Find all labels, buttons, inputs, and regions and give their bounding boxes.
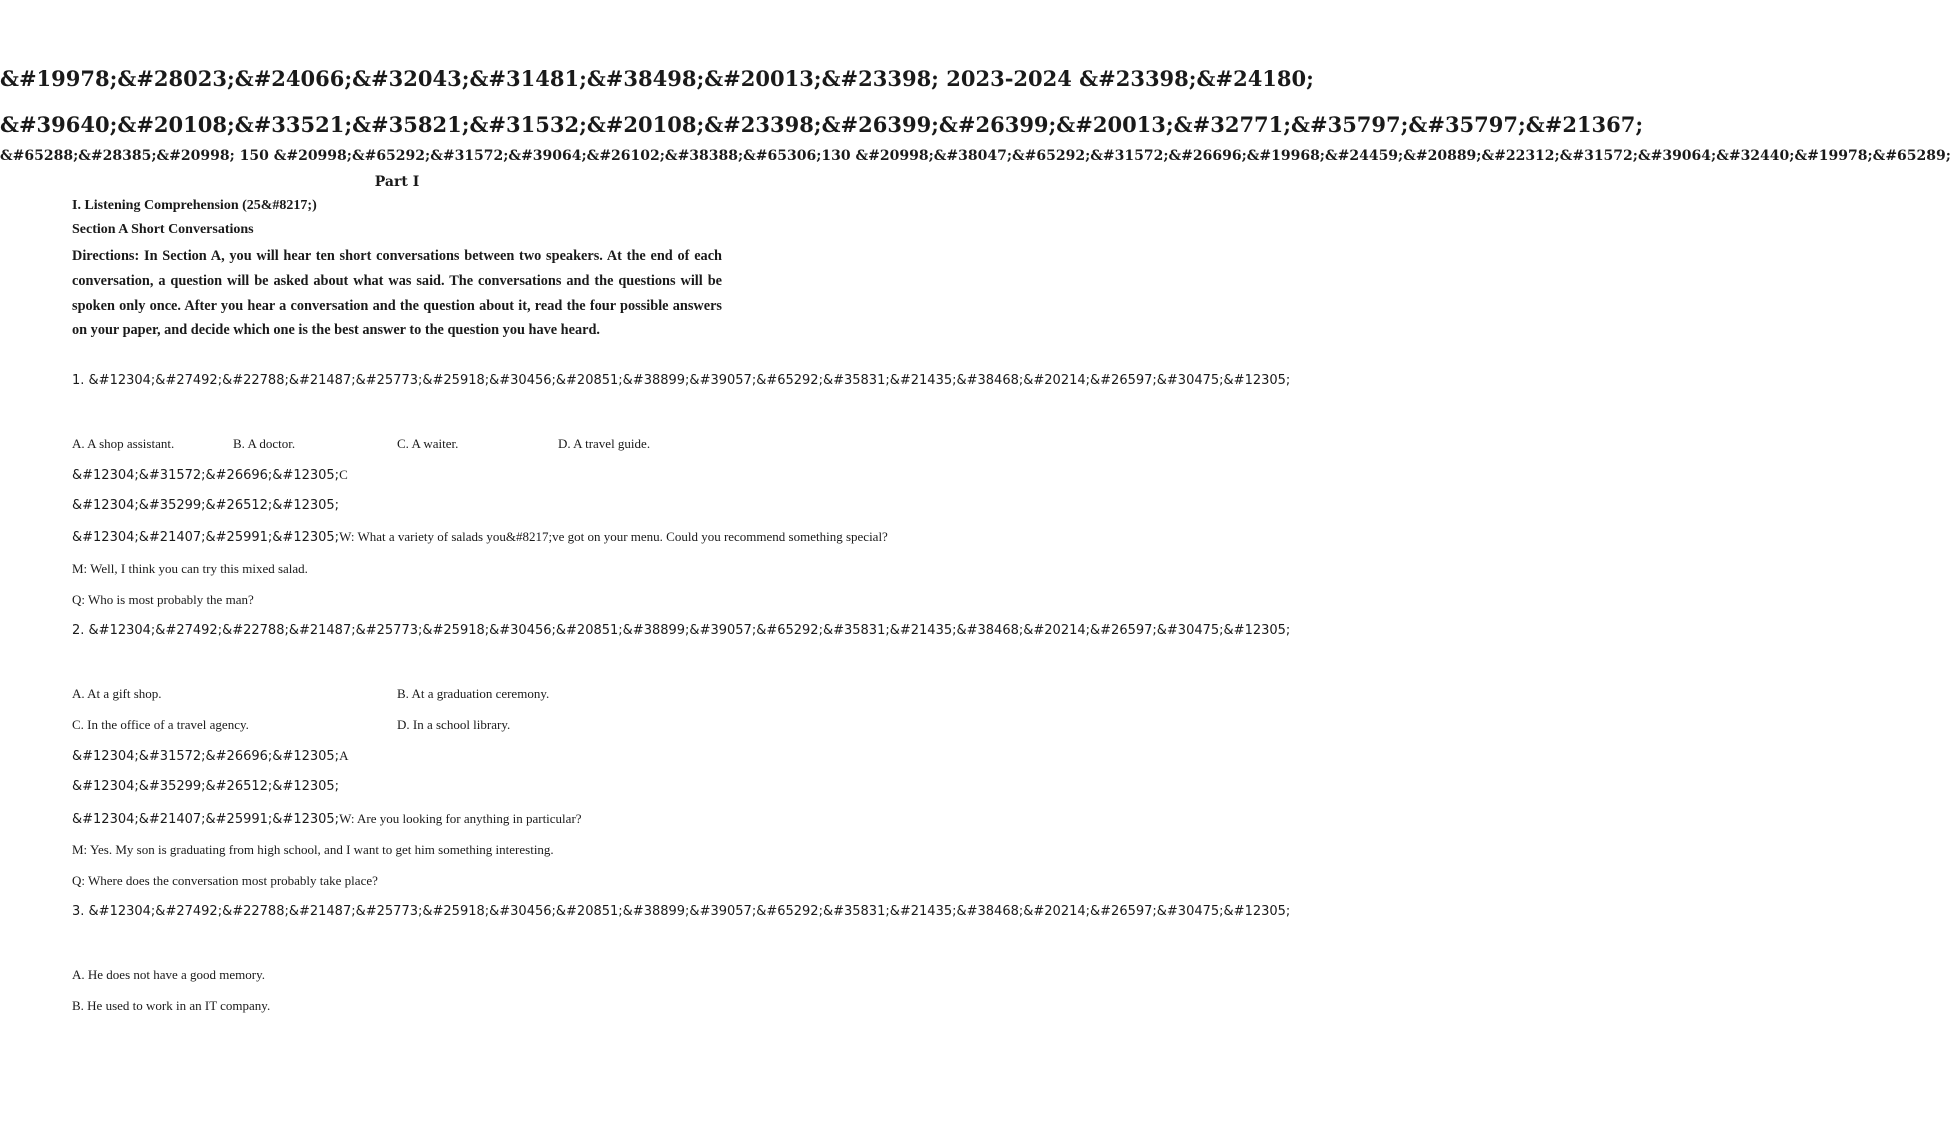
audio-note: &#12304;&#27492;&#22788;&#21487;&#25773;&#25918;&#30456;&#20851;&#38899;&#39057;&#65292;&#35831;&#21435;&#38468;&#20214;&#26597;&#30475;&#12305;: [88, 373, 1291, 388]
question-3-prompt: [72, 904, 1290, 919]
answer-label: &#12304;&#31572;&#26696;&#12305;: [72, 468, 340, 483]
option-c: C. In the office of a travel agency.: [72, 717, 249, 732]
question-number: 2.: [72, 623, 85, 638]
section-heading: I. Listening Comprehension (25&#8217;): [72, 198, 317, 213]
directions-paragraph: Directions: In Section A, you will hear ten short conversations between two speakers. At the end of each conversation, a question will be asked about what was said. The conversations and the questions will be spoken only once. After you hear a conversation and the question about it, read the four possible answers on your paper, and decide which one is the best answer to the question you have heard.: [72, 248, 722, 339]
transcript-line: M: Well, I think you can try this mixed salad.: [72, 561, 308, 576]
answer-value: C: [339, 467, 348, 482]
option-d: D. A travel guide.: [558, 436, 651, 451]
option-c: C. A waiter.: [397, 436, 459, 451]
answer-label: &#12304;&#31572;&#26696;&#12305;: [72, 749, 340, 764]
exam-instructions: &#65288;&#28385;&#20998; 150 &#20998;&#65292;&#31572;&#39064;&#26102;&#38388;&#65306;130 &#20998;&#38047;&#65292;&#31572;&#26696;&#19968;&#24459;&#20889;&#22312;&#31572;&#39064;&#32440;&#19978;&#65289;: [0, 148, 1951, 164]
option-b: B. He used to work in an IT company.: [72, 998, 271, 1013]
question-number: 1.: [72, 373, 85, 388]
option-b: B. A doctor.: [233, 436, 296, 451]
option-a: A. He does not have a good memory.: [72, 967, 266, 982]
original-label: &#12304;&#21407;&#25991;&#12305;: [72, 530, 340, 545]
question-1-prompt: [72, 373, 1290, 388]
answer-line: [72, 748, 348, 764]
exam-title-subject: &#39640;&#20108;&#33521;&#35821;&#31532;&#20108;&#23398;&#26399;&#26399;&#20013;&#32771;&#35797;&#35797;&#21367;: [0, 112, 1644, 137]
transcript-line: M: Yes. My son is graduating from high school, and I want to get him something interesting.: [72, 842, 554, 857]
part-heading: Part I: [374, 174, 420, 190]
transcript-question: Q: Who is most probably the man?: [72, 592, 254, 607]
answer-value: A: [339, 748, 349, 763]
analysis-label: &#12304;&#35299;&#26512;&#12305;: [72, 779, 340, 794]
option-a: A. At a gift shop.: [72, 686, 162, 701]
transcript-line: &#12304;&#21407;&#25991;&#12305;W: Are you looking for anything in particular?: [72, 811, 582, 827]
transcript-line: &#12304;&#21407;&#25991;&#12305;W: What a variety of salads you&#8217;ve got on your menu. Could you recommend something special?: [72, 529, 888, 545]
question-2-prompt: [72, 623, 1290, 638]
exam-title-school: &#19978;&#28023;&#24066;&#32043;&#31481;&#38498;&#20013;&#23398; 2023-2024 &#23398;&#24180;: [0, 66, 1314, 91]
original-label: &#12304;&#21407;&#25991;&#12305;: [72, 812, 340, 827]
option-b: B. At a graduation ceremony.: [397, 686, 550, 701]
transcript-question: Q: Where does the conversation most probably take place?: [72, 873, 378, 888]
answer-line: [72, 467, 348, 483]
question-number: 3.: [72, 904, 85, 919]
audio-note: &#12304;&#27492;&#22788;&#21487;&#25773;&#25918;&#30456;&#20851;&#38899;&#39057;&#65292;&#35831;&#21435;&#38468;&#20214;&#26597;&#30475;&#12305;: [88, 904, 1291, 919]
section-subheading: Section A Short Conversations: [72, 222, 254, 237]
option-d: D. In a school library.: [397, 717, 511, 732]
analysis-label: &#12304;&#35299;&#26512;&#12305;: [72, 498, 340, 513]
option-a: A. A shop assistant.: [72, 436, 175, 451]
audio-note: &#12304;&#27492;&#22788;&#21487;&#25773;&#25918;&#30456;&#20851;&#38899;&#39057;&#65292;&#35831;&#21435;&#38468;&#20214;&#26597;&#30475;&#12305;: [88, 623, 1291, 638]
